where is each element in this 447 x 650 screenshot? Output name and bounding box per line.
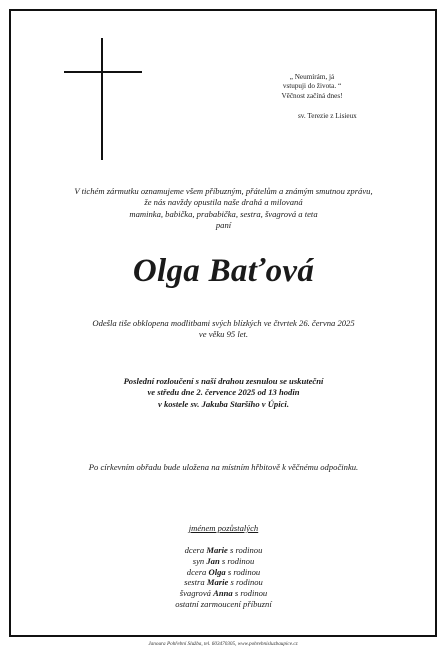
mourner-row (30, 577, 417, 588)
footer-imprint: Janoura Pohřební Služba, tel. 603470305, www.pohrebnisluzbaupice.cz (148, 641, 298, 647)
intro-line: že nás navždy opustila naše drahá a milovaná (144, 197, 303, 208)
funeral-line: ve středu dne 2. července 2025 od 13 hodin (147, 387, 300, 398)
mourner-row (30, 545, 417, 556)
mourner-name: Anna (213, 588, 233, 599)
mourner-relation: ostatní zarmoucení příbuzní (175, 598, 272, 609)
quote-line: „ Neumírám, já (289, 73, 335, 81)
funeral-info (30, 376, 417, 410)
intro-line: V tichém zármutku oznamujeme všem příbuzným, přátelům a známým smutnou zprávu, (74, 186, 373, 196)
mourner-relation: dcera (186, 566, 209, 577)
mourner-row (30, 567, 417, 578)
cross-icon (101, 38, 103, 160)
death-line: ve věku 95 let. (198, 329, 249, 340)
quote (252, 73, 372, 101)
mourner-relation: dcera (184, 545, 207, 555)
quote-line: Věčnost začíná dnes! (281, 91, 343, 100)
mourner-relation: syn (192, 555, 207, 566)
cross-icon-crossbar (64, 71, 142, 73)
mourner-suffix: s rodinou (228, 577, 263, 588)
quote-author: sv. Terezie z Lisieux (298, 112, 357, 120)
mourner-name: Jan (206, 555, 220, 566)
mourners-title (30, 523, 417, 534)
funeral-line: v kostele sv. Jakuba Staršího v Úpici. (158, 398, 289, 409)
death-line: Odešla tiše obklopena modlitbami svých blízkých ve čtvrtek 26. června 2025 (92, 318, 355, 328)
mourner-name: Marie (206, 545, 228, 555)
burial-info: Po církevním obřadu bude uložena na místním hřbitově k věčnému odpočinku. (88, 462, 359, 472)
mourner-relation: švagrová (179, 588, 214, 599)
mourners-title-text: jménem pozůstalých (188, 523, 259, 533)
intro-line: maminka, babička, prababička, sestra, švagrová a teta (129, 208, 318, 219)
mourner-suffix: s rodinou (219, 555, 255, 566)
mourner-relation: sestra (184, 577, 207, 588)
mourner-suffix: s rodinou (227, 545, 263, 555)
mourner-row (30, 588, 417, 599)
mourner-suffix: s rodinou (232, 588, 268, 599)
mourners-list (30, 545, 417, 610)
mourner-row (30, 556, 417, 567)
intro-line: paní (215, 220, 232, 231)
death-notice (30, 318, 417, 341)
intro-text (30, 186, 417, 232)
mourner-row (30, 599, 417, 610)
funeral-line: Poslední rozloučení s naší drahou zesnulou se uskuteční (123, 376, 324, 386)
quote-line: vstupuji do života. “ (282, 82, 342, 91)
mourner-name: Marie (206, 577, 229, 588)
deceased-name: Olga Baťová (132, 253, 315, 289)
mourner-name: Olga (208, 566, 226, 577)
mourner-suffix: s rodinou (225, 566, 261, 577)
